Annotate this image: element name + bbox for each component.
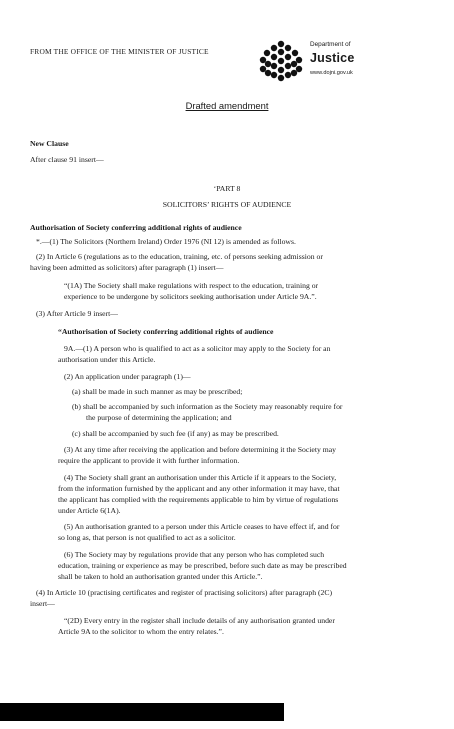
paragraph-4-line: (4) In Article 10 (practising certificates and register of practising solicitors) after paragraph (2C) <box>36 588 333 597</box>
quote-2d-line: Article 9A to the solicitor to whom the entry relates.”. <box>58 627 224 636</box>
quote-1a-line: experience to be undergone by solicitors seeking authorisation under Article 9A.”. <box>64 292 317 301</box>
article-9a-5-line: so long as, that person is not qualified to act as a solicitor. <box>58 533 236 542</box>
article-9a-4-line: (4) The Society shall grant an authorisation under this Article if it appears to the Society, <box>64 473 337 482</box>
article-9a-5-line: (5) An authorisation granted to a person under this Article ceases to have effect if, and for <box>64 522 340 531</box>
after-clause-text: After clause 91 insert— <box>30 155 104 164</box>
article-9a-6-line: (6) The Society may by regulations provide that any person who has completed such <box>64 550 325 559</box>
document-title: Drafted amendment <box>185 100 269 111</box>
quote-heading: “Authorisation of Society conferring additional rights of audience <box>58 327 274 336</box>
quote-2d-line: “(2D) Every entry in the register shall include details of any authorisation granted under <box>64 616 335 625</box>
section-heading: Authorisation of Society conferring additional rights of audience <box>30 223 242 232</box>
article-9a-6-line: shall be taken to hold an authorisation granted under this Article.”. <box>58 572 263 581</box>
article-9a-1-line: 9A.—(1) A person who is qualified to act as a solicitor may apply to the Society for an <box>64 344 331 353</box>
part-title: SOLICITORS’ RIGHTS OF AUDIENCE <box>162 200 292 209</box>
justice-logotype: Justice <box>310 51 355 65</box>
article-9a-2b-line: the purpose of determining the application; and <box>86 413 232 422</box>
paragraph-4-line: insert— <box>30 599 55 608</box>
article-9a-3-line: require the applicant to provide it with further information. <box>58 456 240 465</box>
paragraph-3: (3) After Article 9 insert— <box>36 309 118 318</box>
website-text: www.dojni.gov.uk <box>310 70 353 76</box>
footer-bar <box>0 703 284 721</box>
department-label: Department of <box>310 41 351 48</box>
paragraph-1: *.—(1) The Solicitors (Northern Ireland) Order 1976 (NI 12) is amended as follows. <box>36 237 296 246</box>
article-9a-2c: (c) shall be accompanied by such fee (if any) as may be prescribed. <box>72 429 279 438</box>
article-9a-3-line: (3) At any time after receiving the application and before determining it the Society may <box>64 445 336 454</box>
article-9a-2a: (a) shall be made in such manner as may be prescribed; <box>72 387 243 396</box>
article-9a-1-line: authorisation under this Article. <box>58 355 156 364</box>
article-9a-6-line: education, training or experience as may be prescribed, before such date as may be prescribed <box>58 561 347 570</box>
department-logo-icon <box>259 40 303 82</box>
paragraph-2-line: having been admitted as solicitors) after paragraph (1) insert— <box>30 263 224 272</box>
article-9a-4-line: under Article 6(1A). <box>58 506 121 515</box>
quote-1a-line: “(1A) The Society shall make regulations with respect to the education, training or <box>64 281 319 290</box>
article-9a-2: (2) An application under paragraph (1)— <box>64 372 191 381</box>
article-9a-4-line: from the information furnished by the applicant and any other information it may have, that <box>58 484 340 493</box>
article-9a-4-line: the applicant has complied with the requirements applicable to him by virtue of regulations <box>58 495 339 504</box>
office-header: FROM THE OFFICE OF THE MINISTER OF JUSTICE <box>30 47 209 56</box>
new-clause-heading: New Clause <box>30 139 69 148</box>
part-number: ‘PART 8 <box>213 184 241 193</box>
article-9a-2b-line: (b) shall be accompanied by such information as the Society may reasonably require for <box>72 402 343 411</box>
paragraph-2-line: (2) In Article 6 (regulations as to the education, training, etc. of persons seeking admission or <box>36 252 323 261</box>
